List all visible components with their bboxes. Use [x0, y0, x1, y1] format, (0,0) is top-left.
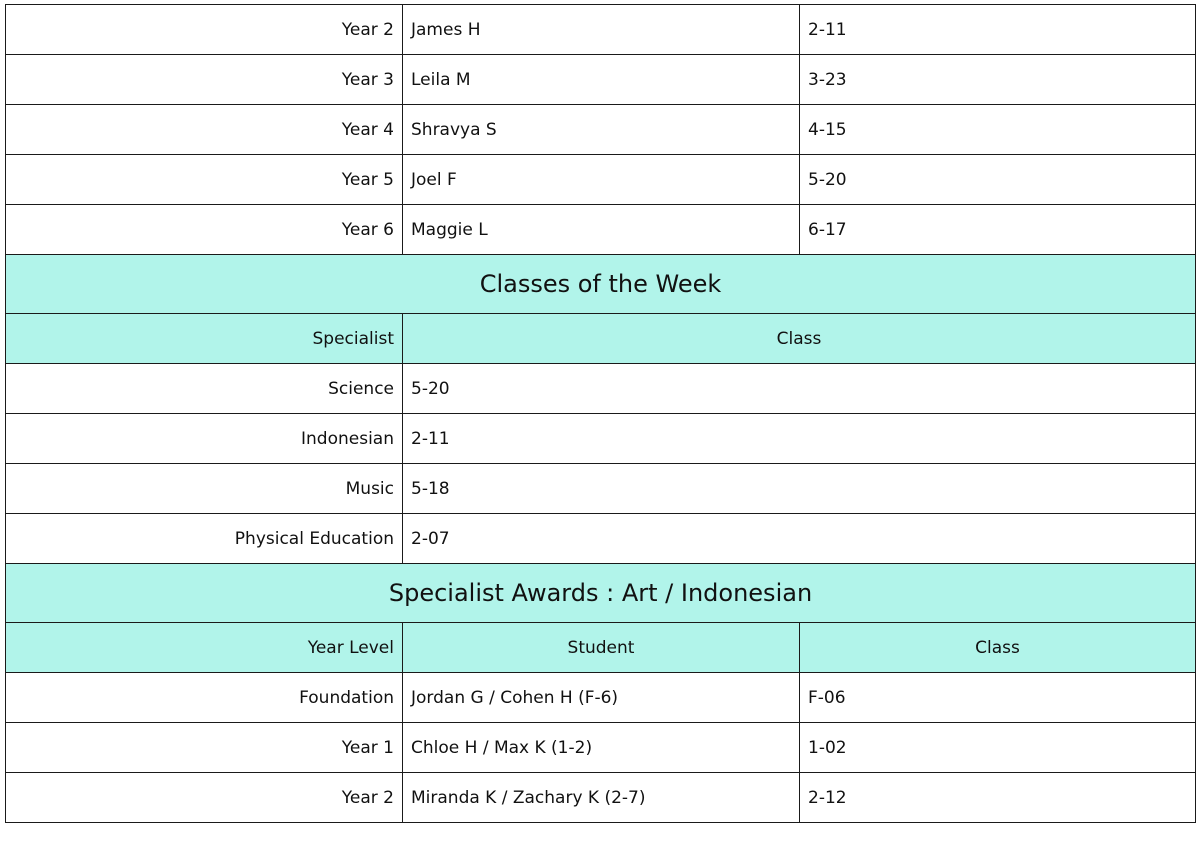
specialist-cell[interactable]: Music: [6, 464, 403, 514]
specialist-cell[interactable]: Indonesian: [6, 414, 403, 464]
table-row: [6, 673, 1196, 723]
class-cell[interactable]: 5-20: [800, 155, 1196, 205]
class-cell[interactable]: 2-11: [800, 5, 1196, 55]
table-row: [6, 414, 1196, 464]
year-cell[interactable]: Year 6: [6, 205, 403, 255]
column-header-row: [6, 623, 1196, 673]
class-cell[interactable]: 3-23: [800, 55, 1196, 105]
specialist-cell[interactable]: Physical Education: [6, 514, 403, 564]
class-cell[interactable]: 5-20: [403, 364, 1196, 414]
awards-table: [5, 4, 1196, 823]
table-row: [6, 464, 1196, 514]
year-cell[interactable]: Year 2: [6, 5, 403, 55]
class-header[interactable]: Class: [800, 623, 1196, 673]
column-header-row: [6, 314, 1196, 364]
table-row: [6, 5, 1196, 55]
year-cell[interactable]: Year 5: [6, 155, 403, 205]
table-row: [6, 364, 1196, 414]
table-row: [6, 723, 1196, 773]
specialist-cell[interactable]: Science: [6, 364, 403, 414]
table-row: [6, 773, 1196, 823]
classes-of-week-title[interactable]: Classes of the Week: [6, 255, 1196, 314]
table-row: [6, 105, 1196, 155]
student-cell[interactable]: Miranda K / Zachary K (2-7): [403, 773, 800, 823]
year-cell[interactable]: Foundation: [6, 673, 403, 723]
table-row: [6, 55, 1196, 105]
specialist-header[interactable]: Specialist: [6, 314, 403, 364]
class-cell[interactable]: 5-18: [403, 464, 1196, 514]
class-cell[interactable]: 1-02: [800, 723, 1196, 773]
class-cell[interactable]: 2-07: [403, 514, 1196, 564]
student-cell[interactable]: Chloe H / Max K (1-2): [403, 723, 800, 773]
section-header-row: [6, 564, 1196, 623]
section-header-row: [6, 255, 1196, 314]
student-cell[interactable]: Jordan G / Cohen H (F-6): [403, 673, 800, 723]
table-row: [6, 514, 1196, 564]
student-header[interactable]: Student: [403, 623, 800, 673]
year-cell[interactable]: Year 4: [6, 105, 403, 155]
class-header[interactable]: Class: [403, 314, 1196, 364]
student-cell[interactable]: Shravya S: [403, 105, 800, 155]
year-cell[interactable]: Year 2: [6, 773, 403, 823]
class-cell[interactable]: 2-12: [800, 773, 1196, 823]
specialist-awards-title[interactable]: Specialist Awards : Art / Indonesian: [6, 564, 1196, 623]
class-cell[interactable]: 4-15: [800, 105, 1196, 155]
class-cell[interactable]: 6-17: [800, 205, 1196, 255]
year-cell[interactable]: Year 3: [6, 55, 403, 105]
year-level-header[interactable]: Year Level: [6, 623, 403, 673]
student-cell[interactable]: James H: [403, 5, 800, 55]
student-cell[interactable]: Joel F: [403, 155, 800, 205]
student-cell[interactable]: Maggie L: [403, 205, 800, 255]
table-row: [6, 155, 1196, 205]
student-cell[interactable]: Leila M: [403, 55, 800, 105]
class-cell[interactable]: 2-11: [403, 414, 1196, 464]
year-cell[interactable]: Year 1: [6, 723, 403, 773]
class-cell[interactable]: F-06: [800, 673, 1196, 723]
table-row: [6, 205, 1196, 255]
